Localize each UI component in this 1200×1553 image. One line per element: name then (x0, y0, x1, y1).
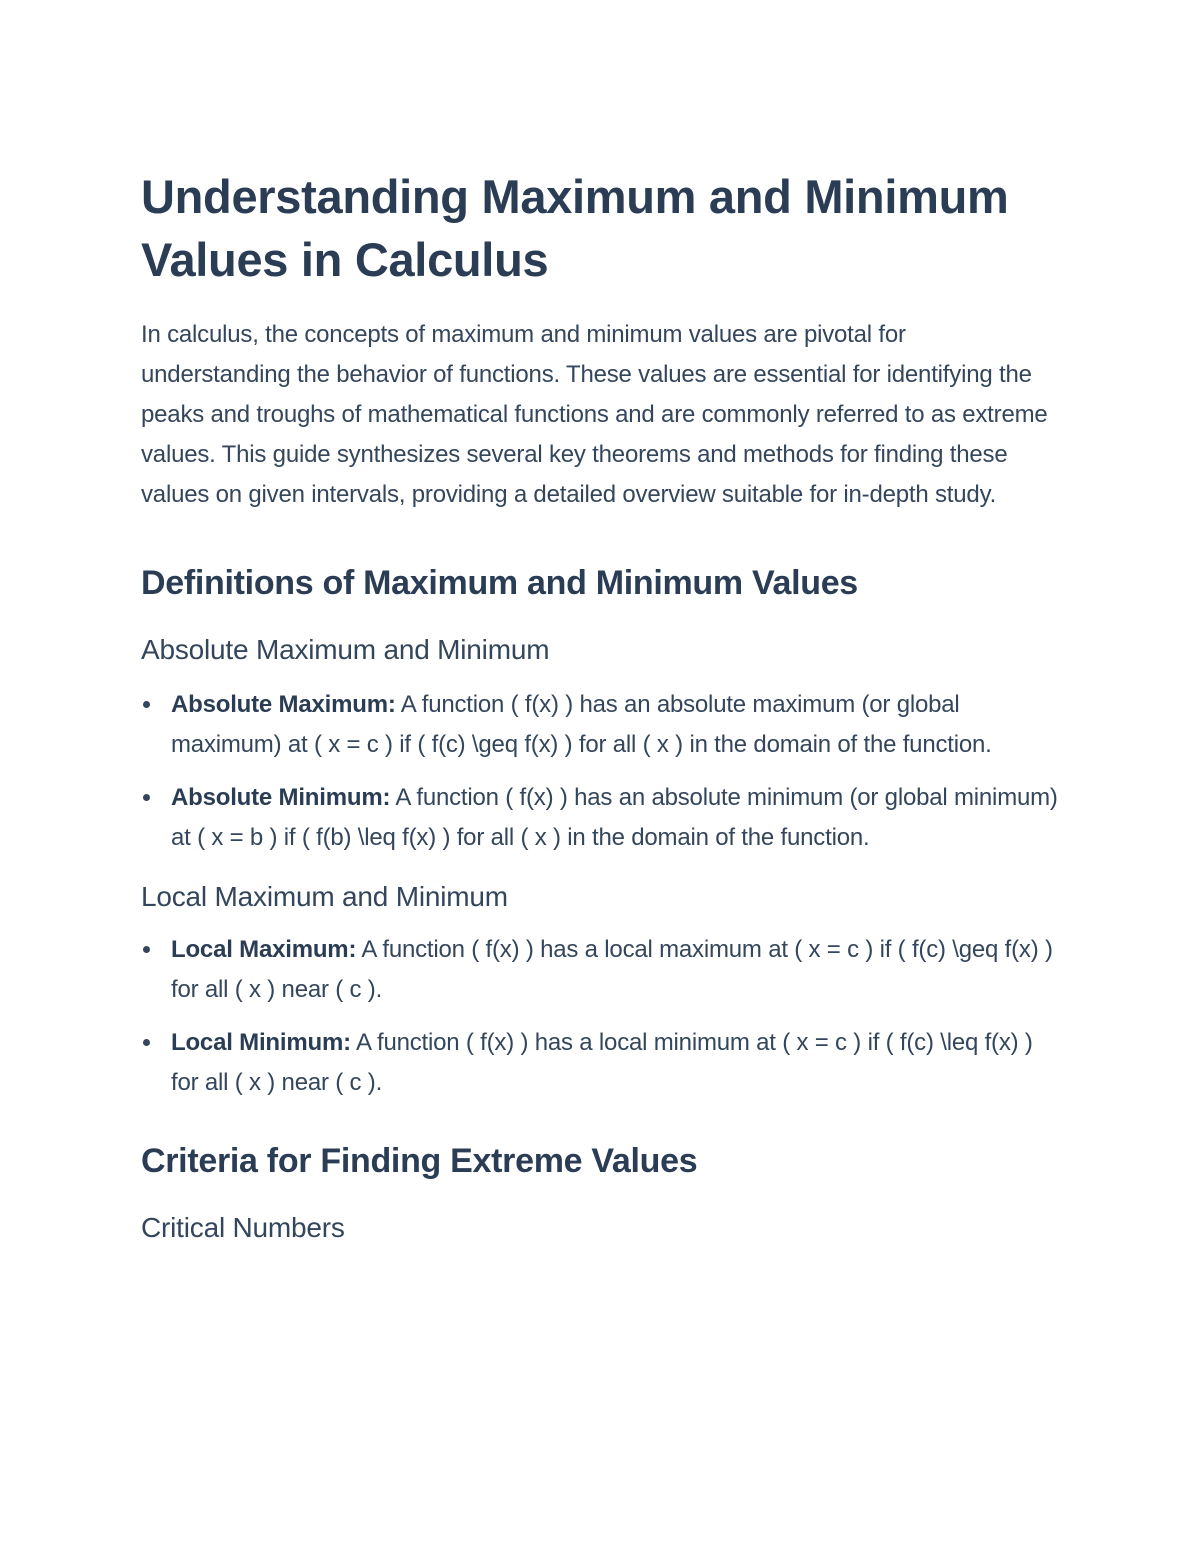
term-label: Local Maximum: (171, 936, 357, 963)
critical-numbers-subheading: Critical Numbers (141, 1212, 345, 1243)
bullet-icon (143, 794, 150, 801)
page-title: Understanding Maximum and Minimum Values in Calculus (141, 170, 1009, 286)
bullet-icon (143, 1039, 150, 1046)
definition-text: A function ( f(x) ) has an absolute minimum (or global minimum) at ( x = b ) if ( f(b) \leq f(x) ) for all ( x ) in the domain of the function. (171, 784, 1058, 851)
local-subheading: Local Maximum and Minimum (141, 881, 508, 912)
absolute-subheading: Absolute Maximum and Minimum (141, 634, 550, 665)
list-item-absolute-maximum (141, 685, 1061, 765)
definition-text: A function ( f(x) ) has a local minimum at ( x = c ) if ( f(c) \leq f(x) ) for all ( x ) near ( c ). (171, 1029, 1033, 1096)
term-label: Absolute Minimum: (171, 784, 391, 811)
term-label: Local Minimum: (171, 1029, 351, 1056)
list-item-local-minimum (141, 1023, 1061, 1103)
definitions-heading: Definitions of Maximum and Minimum Values (141, 564, 858, 602)
definition-text: A function ( f(x) ) has an absolute maximum (or global maximum) at ( x = c ) if ( f(c) \geq f(x) ) for all ( x ) in the domain of the function. (171, 691, 992, 758)
intro-paragraph: In calculus, the concepts of maximum and minimum values are pivotal for understanding the behavior of functions. These values are essential for identifying the peaks and troughs of mathematical functions and are commonly referred to as extreme values. This guide synthesizes several key theorems and methods for finding these values on given intervals, providing a detailed overview suitable for in-depth study. (141, 321, 1048, 508)
definition-text: A function ( f(x) ) has a local maximum at ( x = c ) if ( f(c) \geq f(x) ) for all ( x ) near ( c ). (171, 936, 1053, 1003)
term-label: Absolute Maximum: (171, 691, 396, 718)
list-item-absolute-minimum (141, 778, 1061, 858)
list-item-local-maximum (141, 930, 1061, 1010)
absolute-list (141, 685, 1061, 858)
bullet-icon (143, 701, 150, 708)
local-list (141, 930, 1061, 1103)
criteria-heading: Criteria for Finding Extreme Values (141, 1142, 698, 1180)
bullet-icon (143, 946, 150, 953)
document-page (141, 165, 1061, 1247)
